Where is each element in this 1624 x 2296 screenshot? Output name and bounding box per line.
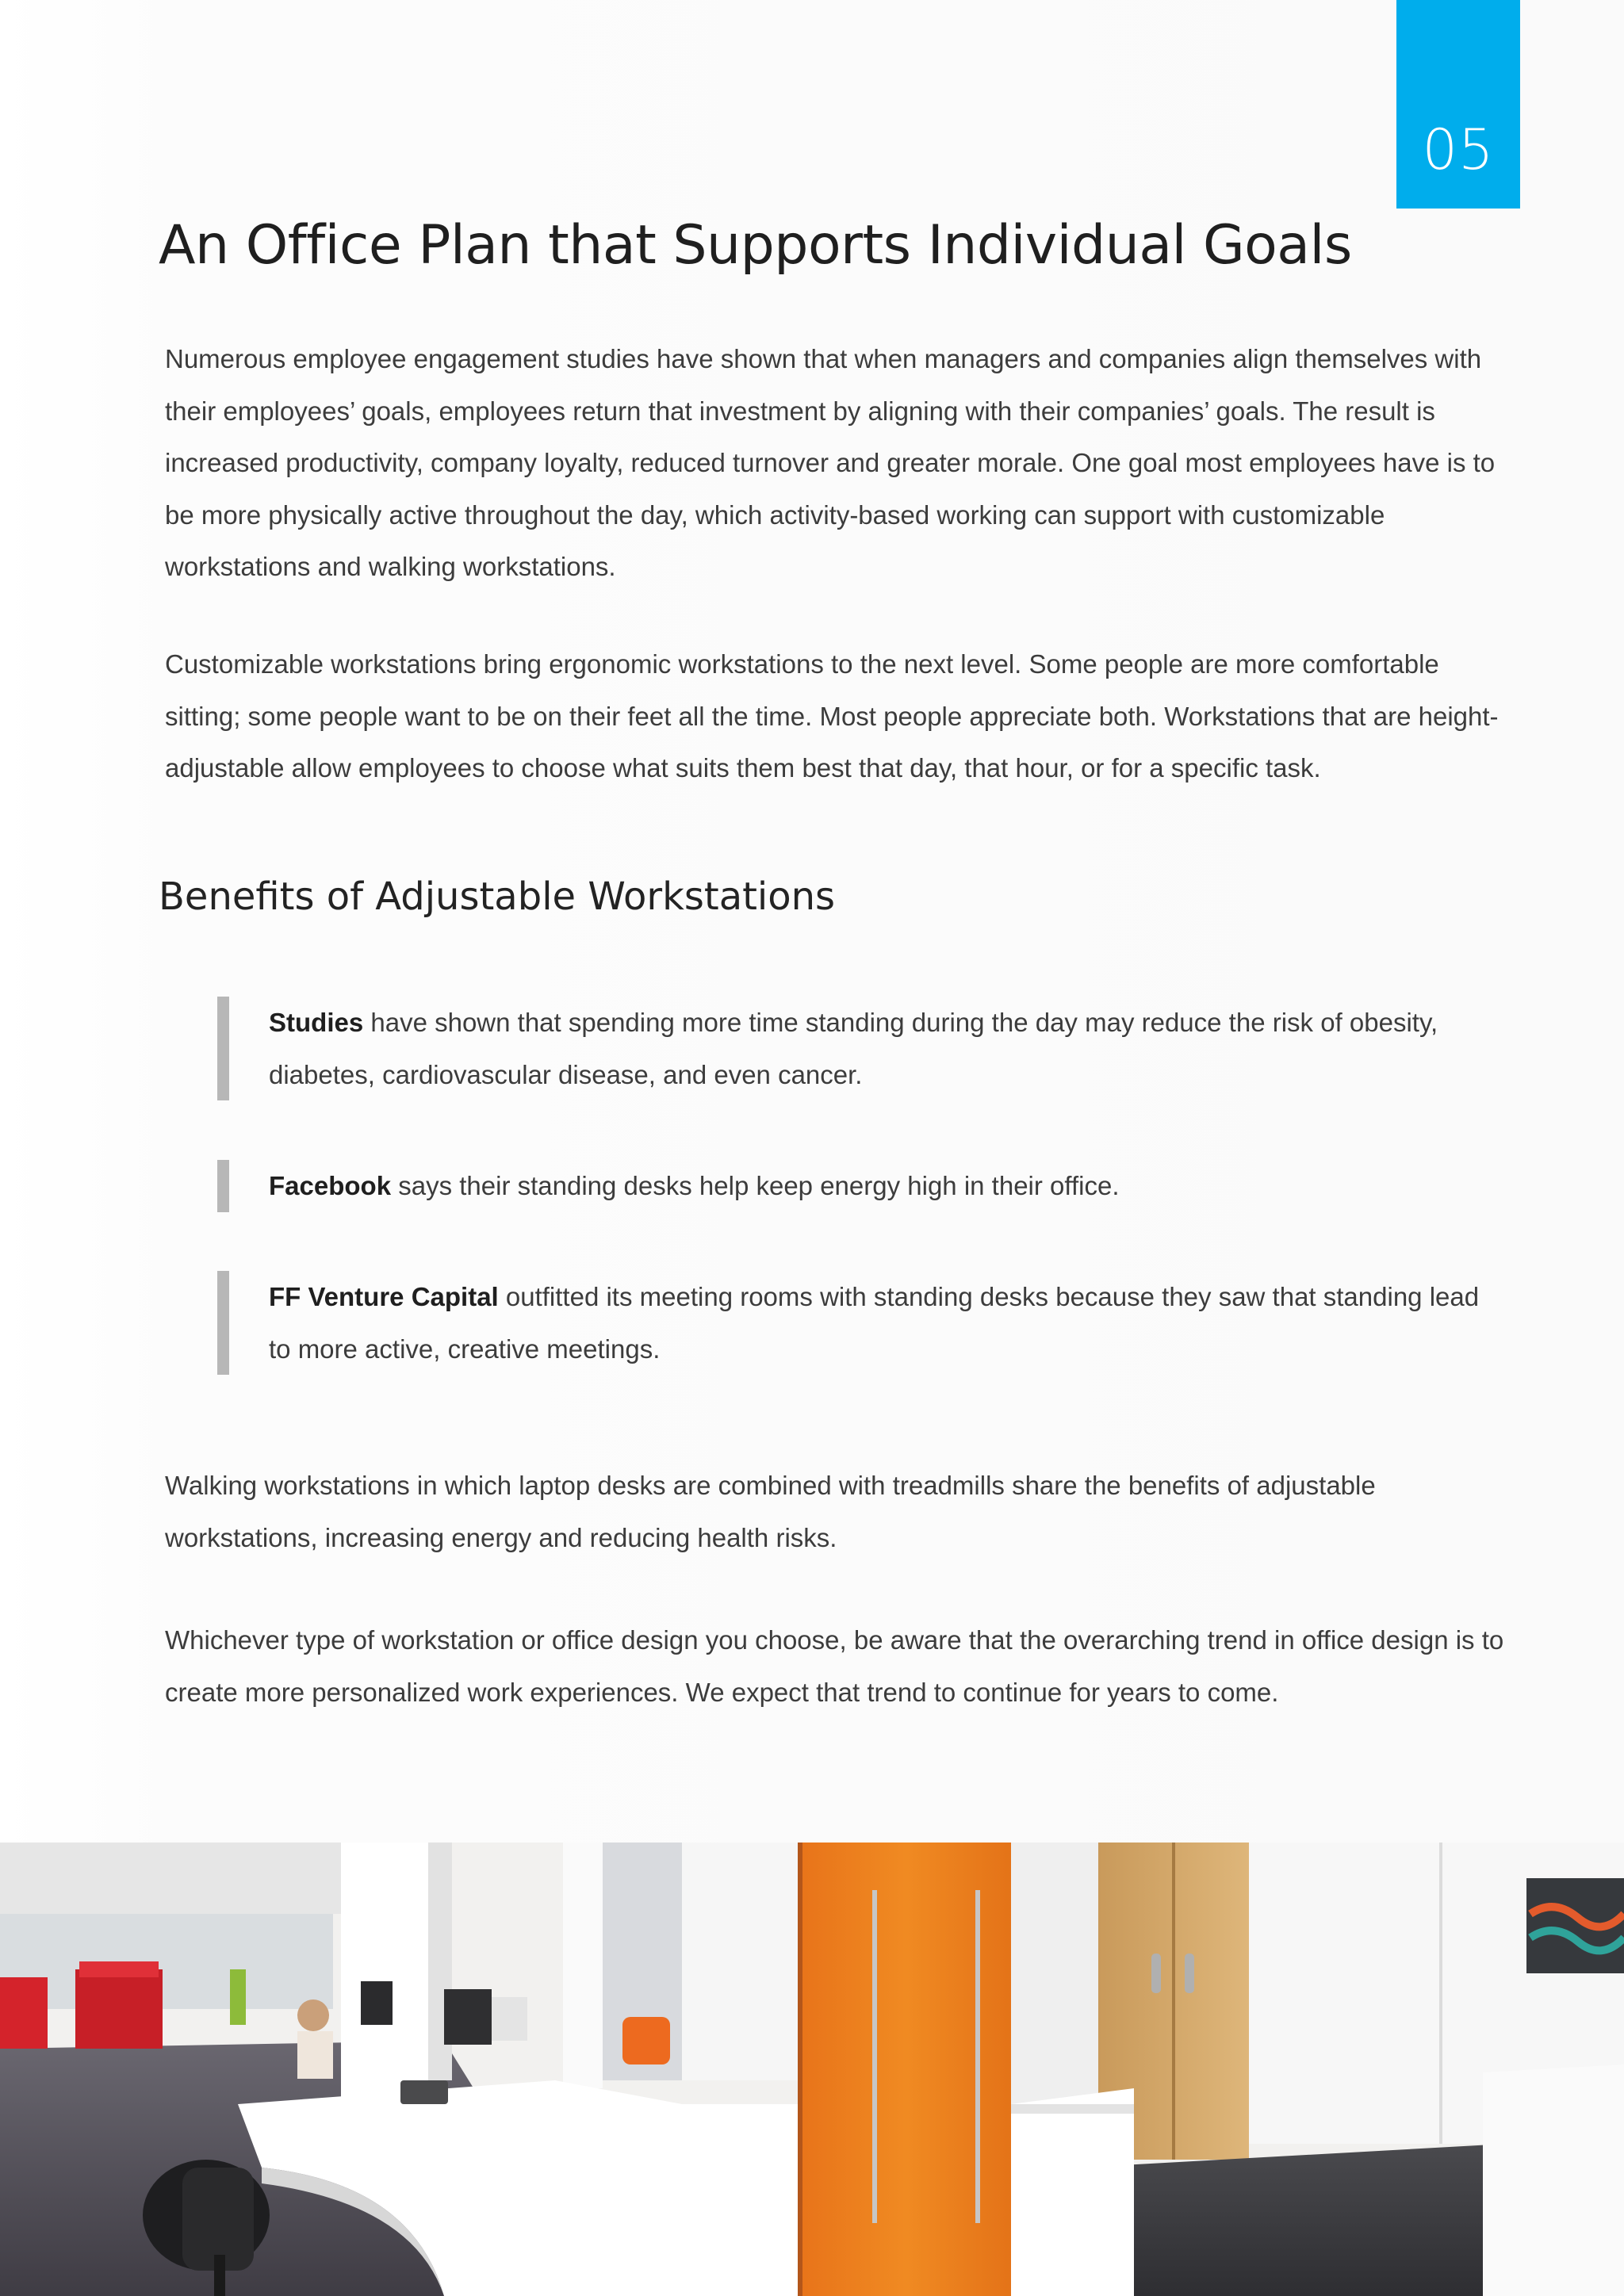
benefits-heading: Benefits of Adjustable Workstations [159,874,836,919]
benefit-quote-studies [217,997,1506,1100]
benefit-quote-facebook [217,1160,1506,1212]
office-interior-photo [0,1843,1624,2296]
intro-paragraph-2: Customizable workstations bring ergonomic workstations to the next level. Some people are more comfortable sitting; some people want to be on their feet all the time. Most people appreciate both. Workstations that are height-adjustable allow employees to choose what suits them best that day, that hour, or for a specific task. [165,649,1499,783]
quote-text: says their standing desks help keep energy high in their office. [391,1171,1120,1200]
quote-source: Studies [269,1008,364,1037]
quote-source: FF Venture Capital [269,1282,499,1311]
intro-paragraph-1: Numerous employee engagement studies have shown that when managers and companies align themselves with their employees’ goals, employees return that investment by aligning with their companies’ goals. The result is increased productivity, company loyalty, reduced turnover and greater morale. One goal most employees have is to be more physically active throughout the day, which activity-based working can support with customizable workstations and walking workstations. [165,344,1496,581]
closing-paragraph-1: Walking workstations in which laptop desks are combined with treadmills share the benefits of adjustable workstations, increasing energy and reducing health risks. [165,1471,1376,1552]
page-number: 05 [1422,117,1495,182]
page-number-tab [1396,0,1520,209]
quote-text: have shown that spending more time standing during the day may reduce the risk of obesity, diabetes, cardiovascular disease, and even cancer. [269,1008,1438,1089]
page-title: An Office Plan that Supports Individual Goals [159,214,1352,277]
benefit-quote-ff-venture [217,1271,1506,1375]
quote-source: Facebook [269,1171,392,1200]
closing-paragraph-2: Whichever type of workstation or office design you choose, be aware that the overarching trend in office design is to create more personalized work experiences. We expect that trend to continue for years to come. [165,1625,1504,1707]
quote-text: outfitted its meeting rooms with standing desks because they saw that standing lead to more active, creative meetings. [269,1282,1480,1364]
